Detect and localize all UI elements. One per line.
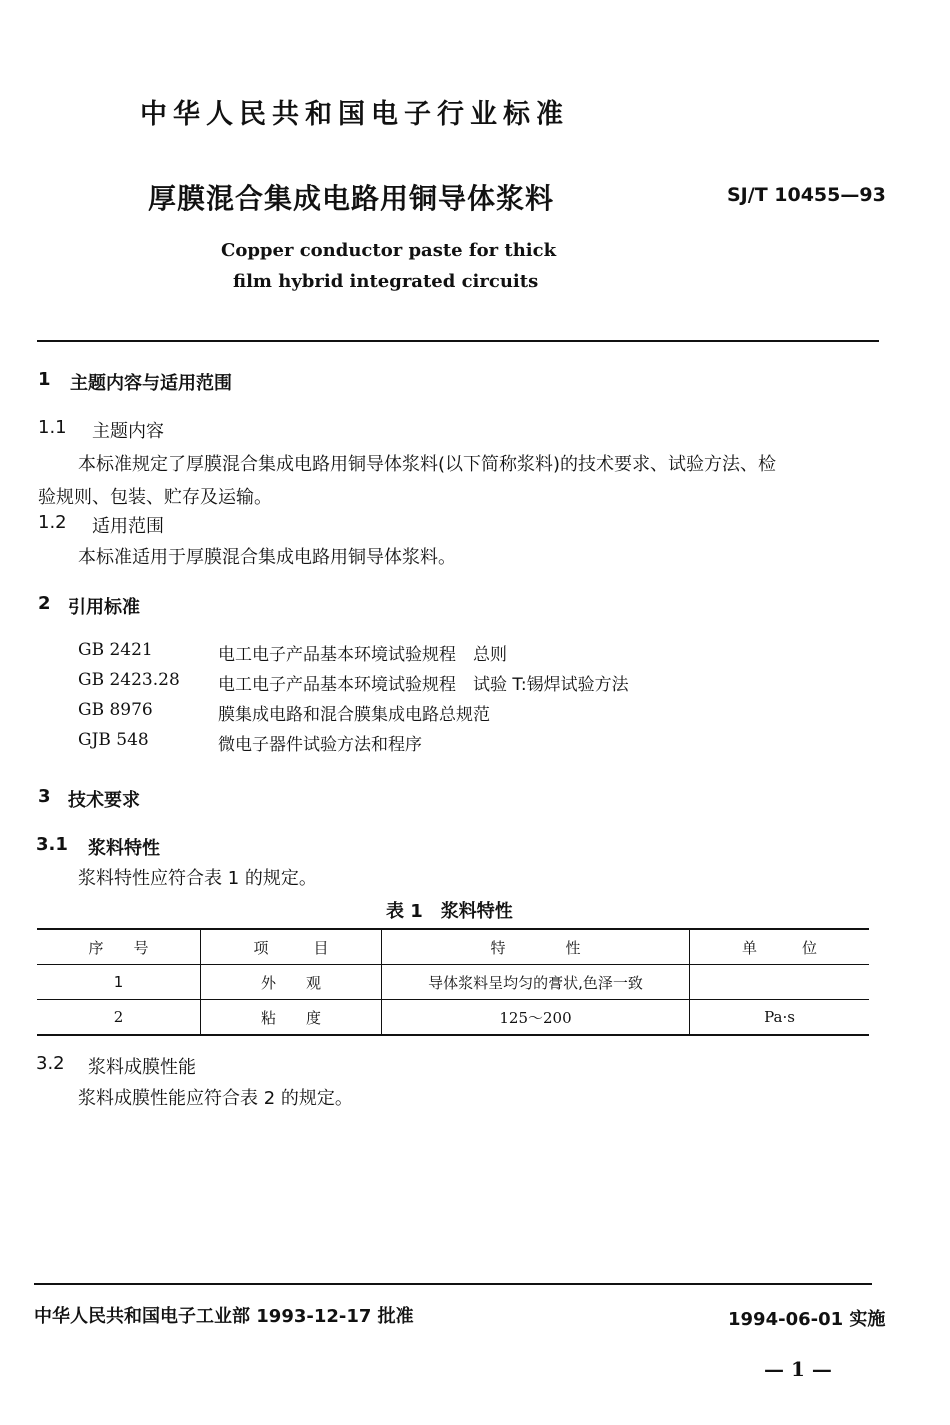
section-1-2-paragraph: 本标准适用于厚膜混合集成电路用铜导体浆料。 bbox=[78, 547, 456, 568]
table-cell bbox=[690, 965, 870, 1000]
implementation-date: 1994-06-01 实施 bbox=[728, 1309, 886, 1330]
table-cell: 导体浆料呈均匀的膏状,色泽一致 bbox=[382, 965, 690, 1000]
section-1-1-paragraph-line1: 本标准规定了厚膜混合集成电路用铜导体浆料(以下简称浆料)的技术要求、试验方法、检 bbox=[78, 454, 777, 475]
section-1-2-number: 1.2 bbox=[38, 512, 67, 533]
english-title-line1: Copper conductor paste for thick bbox=[221, 240, 557, 261]
document-title: 厚膜混合集成电路用铜导体浆料 bbox=[148, 182, 555, 215]
table-cell: 125～200 bbox=[382, 1000, 690, 1036]
section-1-1-heading: 主题内容 bbox=[92, 421, 164, 442]
reference-code: GB 2421 bbox=[78, 640, 153, 660]
reference-list bbox=[78, 640, 778, 760]
section-3-number: 3 bbox=[38, 786, 51, 807]
section-1-2-heading: 适用范围 bbox=[92, 516, 164, 537]
reference-title: 电工电子产品基本环境试验规程 总则 bbox=[218, 645, 507, 665]
reference-item bbox=[78, 730, 778, 760]
reference-title: 微电子器件试验方法和程序 bbox=[218, 735, 422, 755]
section-3-2-number: 3.2 bbox=[36, 1053, 65, 1074]
section-2-heading: 引用标准 bbox=[68, 597, 140, 618]
reference-code: GB 2423.28 bbox=[78, 670, 180, 690]
page-number: — 1 — bbox=[764, 1357, 832, 1381]
footer-divider bbox=[34, 1283, 872, 1285]
properties-table bbox=[37, 928, 869, 1036]
reference-code: GJB 548 bbox=[78, 730, 149, 750]
reference-item bbox=[78, 670, 778, 700]
reference-title: 电工电子产品基本环境试验规程 试验 T:锡焊试验方法 bbox=[218, 675, 629, 695]
table-cell: 粘 度 bbox=[201, 1000, 382, 1036]
header-divider bbox=[37, 340, 879, 342]
section-3-1-heading: 浆料特性 bbox=[88, 838, 160, 859]
section-2-number: 2 bbox=[38, 593, 51, 614]
section-3-1-paragraph: 浆料特性应符合表 1 的规定。 bbox=[78, 868, 317, 889]
section-1-1-number: 1.1 bbox=[38, 417, 67, 438]
reference-item bbox=[78, 640, 778, 670]
table-cell: 外 观 bbox=[201, 965, 382, 1000]
column-header: 单 位 bbox=[690, 929, 870, 965]
section-3-2-paragraph: 浆料成膜性能应符合表 2 的规定。 bbox=[78, 1088, 353, 1109]
table-row bbox=[37, 965, 869, 1000]
table-header-row bbox=[37, 929, 869, 965]
section-1-number: 1 bbox=[38, 369, 51, 390]
reference-item bbox=[78, 700, 778, 730]
org-title: 中华人民共和国电子行业标准 bbox=[140, 99, 569, 130]
column-header: 项 目 bbox=[201, 929, 382, 965]
column-header: 序 号 bbox=[88, 938, 149, 957]
section-3-1-number: 3.1 bbox=[36, 834, 68, 855]
table-cell: 2 bbox=[113, 1008, 124, 1026]
table-1-caption: 表 1 浆料特性 bbox=[386, 901, 513, 922]
table-cell: Pa·s bbox=[690, 1000, 870, 1036]
table-row bbox=[37, 1000, 869, 1036]
standard-number: SJ/T 10455—93 bbox=[727, 184, 886, 206]
reference-code: GB 8976 bbox=[78, 700, 153, 720]
column-header: 特 性 bbox=[382, 929, 690, 965]
reference-title: 膜集成电路和混合膜集成电路总规范 bbox=[218, 705, 490, 725]
english-title-line2: film hybrid integrated circuits bbox=[233, 271, 539, 292]
section-3-heading: 技术要求 bbox=[68, 790, 140, 811]
section-1-heading: 主题内容与适用范围 bbox=[70, 373, 232, 394]
approval-line: 中华人民共和国电子工业部 1993-12-17 批准 bbox=[34, 1306, 414, 1327]
section-3-2-heading: 浆料成膜性能 bbox=[88, 1057, 196, 1078]
table-cell: 1 bbox=[113, 973, 124, 991]
section-1-1-paragraph-line2: 验规则、包装、贮存及运输。 bbox=[38, 487, 272, 508]
